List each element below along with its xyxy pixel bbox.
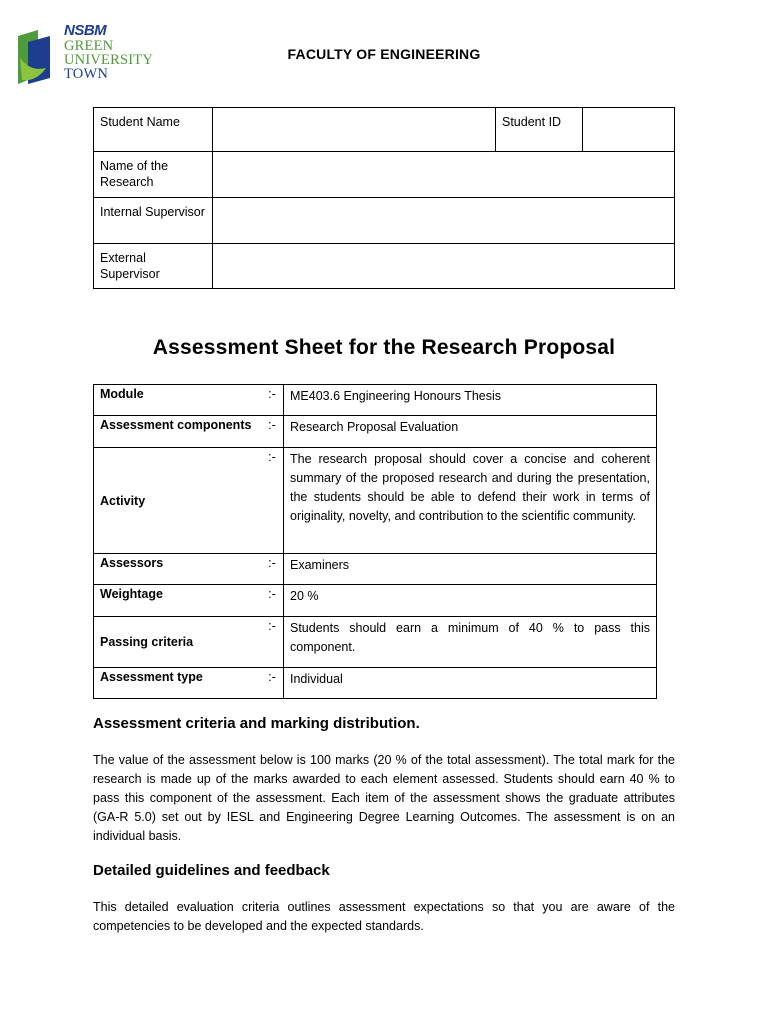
table-row: [94, 668, 657, 699]
criteria-paragraph: The value of the assessment below is 100 marks (20 % of the total assessment). The total mark for the research is made up of the marks awarded to each element assessed. Students should earn 40 % to pass this component of the assessment. Each item of the assessment shows the graduate attributes (GA-R 5.0) set out by IESL and Engineering Degree Learning Outcomes. The assessment is on an individual basis.: [93, 753, 675, 843]
page-title: Assessment Sheet for the Research Proposal: [152, 336, 616, 359]
student-name-label: Student Name: [94, 108, 213, 152]
assessment-value: 20 %: [284, 585, 657, 617]
table-row: [94, 554, 657, 585]
guidelines-heading: Detailed guidelines and feedback: [93, 862, 330, 879]
table-row: [94, 617, 657, 668]
assessment-label: Activity: [94, 448, 262, 554]
separator: :-: [261, 416, 284, 448]
assessment-value: Individual: [284, 668, 657, 699]
assessment-table: [93, 384, 657, 699]
separator: :-: [261, 585, 284, 617]
research-name-field[interactable]: [213, 152, 675, 198]
table-row: [94, 585, 657, 617]
assessment-value: ME403.6 Engineering Honours Thesis: [284, 385, 657, 416]
assessment-label: Weightage: [94, 585, 262, 617]
criteria-heading: Assessment criteria and marking distribution.: [93, 715, 420, 732]
assessment-label: Module: [94, 385, 262, 416]
assessment-label: Assessment components: [94, 416, 262, 448]
separator: :-: [261, 617, 284, 668]
student-name-field[interactable]: [213, 108, 496, 152]
separator: :-: [261, 448, 284, 554]
logo-line-green: GREEN: [64, 38, 114, 54]
student-info-table: [93, 107, 675, 289]
logo-brand: NSBM: [64, 22, 107, 39]
logo-line-town: TOWN: [64, 66, 109, 82]
table-row: [94, 416, 657, 448]
assessment-value: Students should earn a minimum of 40 % to pass this component.: [284, 617, 657, 668]
external-supervisor-label: External Supervisor: [94, 244, 213, 289]
guidelines-paragraph: This detailed evaluation criteria outlines assessment expectations so that you are aware of the competencies to be developed and the expected standards.: [93, 900, 675, 933]
assessment-label: Assessors: [94, 554, 262, 585]
student-id-label: Student ID: [496, 108, 583, 152]
research-name-label: Name of the Research: [94, 152, 213, 198]
separator: :-: [261, 554, 284, 585]
assessment-label: Assessment type: [94, 668, 262, 699]
separator: :-: [261, 385, 284, 416]
assessment-value: Examiners: [284, 554, 657, 585]
assessment-value: The research proposal should cover a concise and coherent summary of the proposed research and during the presentation, the students should be able to defend their work in terms of originality, novelty, and contribution to the scientific community.: [284, 448, 657, 554]
external-supervisor-field[interactable]: [213, 244, 675, 289]
faculty-heading: FACULTY OF ENGINEERING: [287, 46, 481, 62]
table-row: [94, 448, 657, 554]
separator: :-: [261, 668, 284, 699]
assessment-value: Research Proposal Evaluation: [284, 416, 657, 448]
internal-supervisor-field[interactable]: [213, 198, 675, 244]
assessment-label: Passing criteria: [94, 617, 262, 668]
logo-line-university: UNIVERSITY: [64, 52, 153, 68]
student-id-field[interactable]: [583, 108, 675, 152]
table-row: [94, 385, 657, 416]
internal-supervisor-label: Internal Supervisor: [94, 198, 213, 244]
